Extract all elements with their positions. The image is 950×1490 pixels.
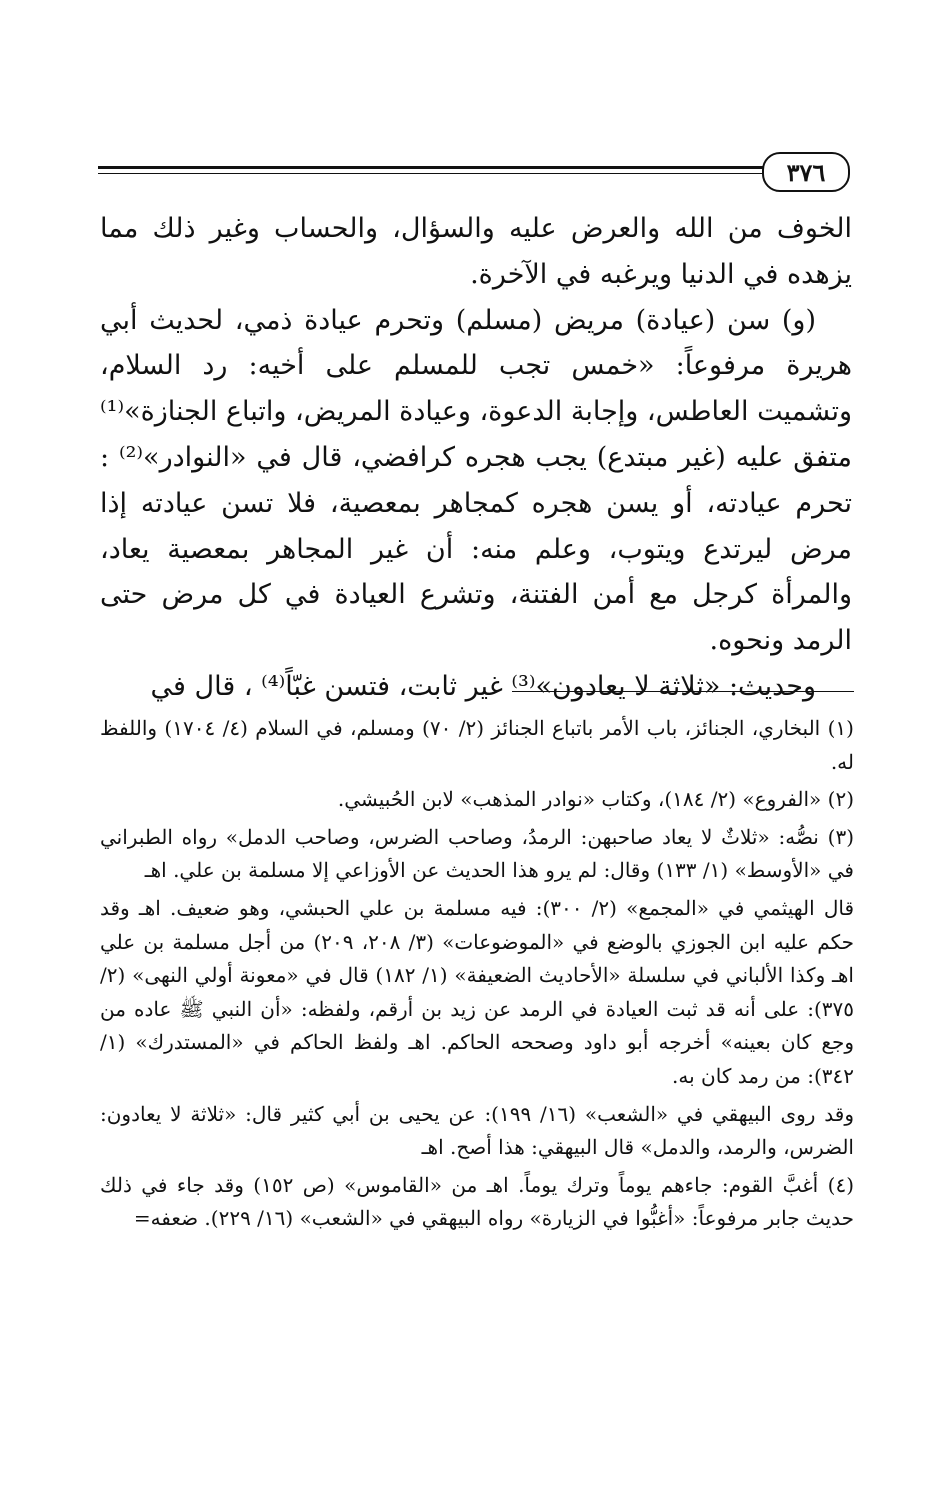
footnote: (٤) أغبَّ القوم: جاءهم يوماً وترك يوماً. اهـ من «القاموس» (ص ١٥٢) وقد جاء في ذلك حديث جابر مرفوعاً: «أغبُّوا في الزيارة» رواه البيهقي في «الشعب» (١٦/ ٢٢٩). ضعفه= bbox=[100, 1172, 854, 1231]
footnote: وقد روى البيهقي في «الشعب» (١٦/ ١٩٩): عن يحيى بن أبي كثير قال: «ثلاثة لا يعادون: الضرس، والرمد، والدمل» قال البيهقي: هذا أصح. اهـ bbox=[100, 1101, 854, 1160]
footnote: قال الهيثمي في «المجمع» (٢/ ٣٠٠): فيه مسلمة بن علي الحبشي، وهو ضعيف. اهـ وقد حكم عليه ابن الجوزي بالوضع في «الموضوعات» (٣/ ٢٠٨، ٢٠٩) من أجل مسلمة بن علي اهـ وكذا الألباني في سلسلة «الأحاديث الضعيفة» (١/ ١٨٢) قال في «معونة أولي النهى» (٢/ ٣٧٥): على أنه قد ثبت العيادة في الرمد عن زيد بن أرقم، ولفظه: «أن النبي ﷺ عاده من وجع كان بعينه» أخرجه أبو داود وصححه الحاكم. اهـ ولفظ الحاكم في «المستدرك» (١/ ٣٤٢): من رمد كان به. bbox=[100, 895, 855, 1088]
footnote: (٣) نصُّه: «ثلاثٌ لا يعاد صاحبهن: الرمدُ، وصاحب الضرس، وصاحب الدمل» رواه الطبراني في «الأوسط» (١/ ١٣٣) وقال: لم يرو هذا الحديث عن الأوزاعي إلا مسلمة بن علي. اهـ bbox=[100, 824, 854, 883]
footnote-divider bbox=[512, 691, 854, 692]
footnote: (١) البخاري، الجنائز، باب الأمر باتباع الجنائز (٢/ ٧٠) ومسلم، في السلام (٤/ ١٧٠٤) واللفظ له. bbox=[100, 716, 854, 774]
paragraph: وحديث: «ثلاثة لا يعادون»⁽³⁾ غير ثابت، فتسن غبّاً⁽⁴⁾ ، قال في bbox=[150, 670, 816, 702]
page-number: ٣٧٦ bbox=[762, 152, 850, 192]
footnotes bbox=[100, 712, 854, 1240]
page-header bbox=[98, 150, 850, 192]
paragraph: (و) سن (عيادة) مريض (مسلم) وتحرم عيادة ذمي، لحديث أبي هريرة مرفوعاً: «خمس تجب للمسلم على أخيه: رد السلام، وتشميت العاطس، وإجابة الدعوة، وعيادة المريض، واتباع الجنازة»⁽¹⁾ متفق عليه (غير مبتدع) يجب هجره كرافضي، قال في «النوادر»⁽²⁾ : تحرم عيادته، أو يسن هجره كمجاهر بمعصية، فلا تسن عيادته إذا مرض ليرتدع ويتوب، وعلم منه: أن غير المجاهر بمعصية يعاد، والمرأة كرجل مع أمن الفتنة، وتشرع العيادة في كل مرض حتى الرمد ونحوه. bbox=[100, 304, 853, 657]
header-rule bbox=[98, 166, 778, 174]
footnote: (٢) «الفروع» (٢/ ١٨٤)، وكتاب «نوادر المذهب» لابن الحُبيشي. bbox=[337, 787, 854, 812]
paragraph: الخوف من الله والعرض عليه والسؤال، والحساب وغير ذلك مما يزهده في الدنيا ويرغبه في الآخرة. bbox=[100, 213, 852, 290]
main-text bbox=[100, 206, 852, 710]
